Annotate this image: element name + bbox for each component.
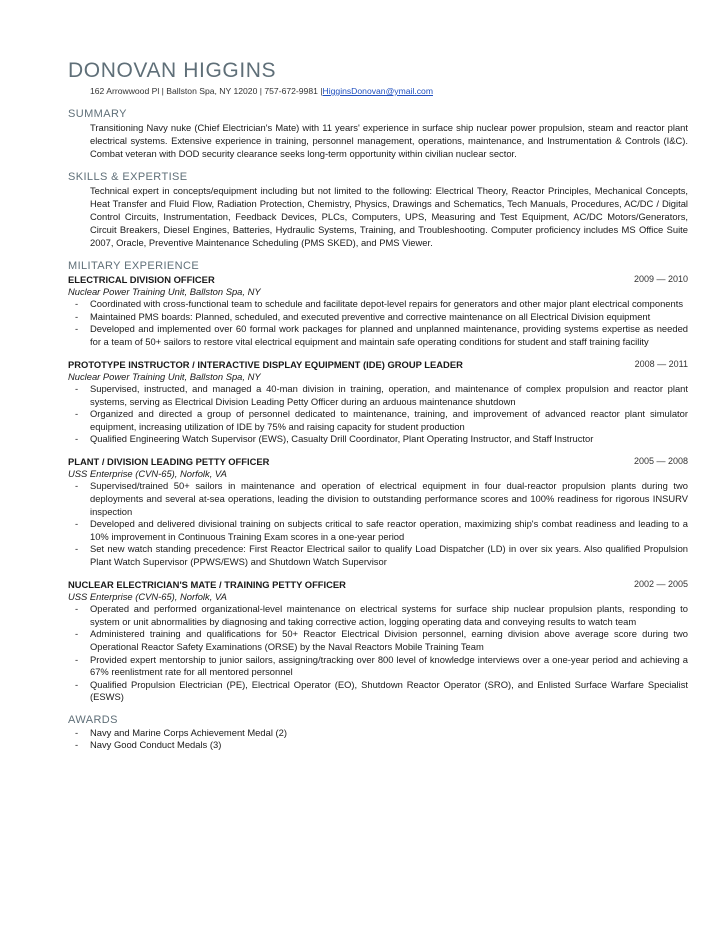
job-organization: USS Enterprise (CVN-65), Norfolk, VA — [68, 467, 227, 479]
dash-marker: - — [75, 310, 79, 322]
dash-marker: - — [75, 726, 79, 738]
dash-marker: - — [75, 408, 79, 420]
job-header — [68, 578, 688, 591]
bullet-text: Provided expert mentorship to junior sailors, assigning/tracking over 800 level of knowledge interviews over a one-year period and achieving a 67% reenlistment rate for all mentored personnel — [90, 653, 688, 678]
job-title: PROTOTYPE INSTRUCTOR / INTERACTIVE DISPLAY EQUIPMENT (IDE) GROUP LEADER — [68, 358, 463, 370]
award-item — [68, 727, 688, 740]
bullet-text: Supervised/trained 50+ sailors in maintenance and operation of electrical equipment in four dual-reactor propulsion plants during two deployments and several at-sea operations, leading the division to outstanding performance scores and 100% readiness for rigorous INSURV inspection — [90, 480, 688, 517]
bullet-text: Set new watch standing precedence: First Reactor Electrical sailor to qualify Load Dispatcher (LD) in over six years. Also qualified Propulsion Plant Watch Supervisor (PPWS/EWS) and Shutdown Watch Supervisor — [90, 543, 688, 568]
dash-marker: - — [75, 383, 79, 394]
job-entry-nuclear-electricians-mate — [68, 578, 688, 704]
dash-marker: - — [75, 543, 79, 555]
dash-marker: - — [75, 739, 79, 751]
job-organization: USS Enterprise (CVN-65), Norfolk, VA — [68, 590, 227, 602]
summary-text: Transitioning Navy nuke (Chief Electrician's Mate) with 11 years' experience in surface ship nuclear power propulsion, steam and reactor plant electrical systems. Extensive experience in training, personnel management, operations, maintenance, and Instrumentation & Controls (I&C). Combat veteran with DOD security clearance seeks long-term opportunity within civilian nuclear sector. — [90, 122, 688, 160]
job-bullets — [68, 383, 688, 446]
dash-marker: - — [75, 653, 79, 665]
job-title: ELECTRICAL DIVISION OFFICER — [68, 273, 215, 285]
bullet-text: Administered training and qualifications for 50+ Reactor Electrical Division personnel, earning division above average score during two Operational Reactor Safety Examinations (ORSE) by the Naval Reactors Mobile Training Team — [90, 628, 688, 652]
bullet-text: Developed and delivered divisional training on subjects critical to safe reactor operation, maximizing ship's combat readiness and leading to a 10% improvement in Continuous Training Exam scores in a one-year period — [90, 518, 688, 542]
job-dates: 2005 — 2008 — [633, 455, 688, 466]
dash-marker: - — [75, 298, 79, 310]
bullet-text: Coordinated with cross-functional team to schedule and facilitate depot-level repairs for generators and other major plant electrical components — [90, 298, 684, 310]
award-text: Navy and Marine Corps Achievement Medal (2) — [90, 726, 287, 738]
bullet-item — [68, 543, 688, 568]
skills-text: Technical expert in concepts/equipment including but not limited to the following: Electrical Theory, Reactor Principles, Mechanical Concepts, Heat Transfer and Fluid Flow, Radiation Protection, Chemistry, Physics, Drawings and Schematics, Tech Manuals, Procedures, AC/DC / Digital Control Circuits, Instrumentation, Feedback Devices, PLCs, Computers, UPS, Measuring and Test Equipment, AC/DC Motors/Generators, Circuit Breakers, Diesel Engines, Batteries, Hydraulic Systems, Training, and Troubleshooting. Computer proficiency includes MS Office Suite 2007, Oracle, Preventive Maintenance Scheduling (PMS SKED), and PMS Viewer. — [90, 184, 688, 249]
experience-heading: MILITARY EXPERIENCE — [68, 259, 200, 272]
job-organization: Nuclear Power Training Unit, Ballston Spa, NY — [68, 285, 261, 297]
dash-marker: - — [75, 323, 79, 335]
award-item — [68, 739, 688, 752]
contact-details: 162 Arrowwood Pl | Ballston Spa, NY 12020 | 757-672-9981 | — [90, 86, 323, 96]
bullet-text: Qualified Engineering Watch Supervisor (EWS), Casualty Drill Coordinator, Plant Operating Instructor, and Staff Instructor — [90, 433, 594, 445]
bullet-text: Qualified Propulsion Electrician (PE), Electrical Operator (EO), Shutdown Reactor Operator (SRO), and Enlisted Surface Warfare Specialist (ESWS) — [90, 678, 688, 703]
job-entry-electrical-division-officer — [68, 273, 688, 349]
bullet-item — [68, 298, 688, 311]
job-entry-plant-division-leading-petty-officer — [68, 455, 688, 569]
dash-marker: - — [75, 433, 79, 445]
bullet-text: Operated and performed organizational-level maintenance on electrical systems for surface ship nuclear propulsion plants, responding to system or unit abnormalities by diagnosing and taking corrective action, logging operating data and conveying results to watch team — [90, 603, 688, 627]
candidate-name: DONOVAN HIGGINS — [68, 59, 277, 82]
email-link[interactable]: HigginsDonovan@ymail.com — [322, 86, 433, 96]
bullet-item — [68, 323, 688, 348]
bullet-item — [68, 518, 688, 543]
job-title: NUCLEAR ELECTRICIAN'S MATE / TRAINING PETTY OFFICER — [68, 578, 346, 590]
bullet-text: Maintained PMS boards: Planned, scheduled, and executed preventive and corrective maintenance on all Electrical Division equipment — [90, 310, 651, 322]
job-bullets — [68, 298, 688, 348]
bullet-item — [68, 480, 688, 518]
bullet-item — [68, 383, 688, 408]
dash-marker: - — [75, 480, 79, 492]
skills-heading: SKILLS & EXPERTISE — [68, 170, 188, 183]
job-entry-prototype-instructor — [68, 358, 688, 446]
bullet-item — [68, 628, 688, 653]
bullet-item — [68, 433, 688, 446]
dash-marker: - — [75, 518, 79, 530]
summary-heading: SUMMARY — [68, 108, 127, 120]
bullet-item — [68, 679, 688, 704]
award-text: Navy Good Conduct Medals (3) — [90, 739, 222, 751]
job-bullets — [68, 480, 688, 568]
resume-page — [68, 58, 688, 752]
job-dates: 2008 — 2011 — [634, 358, 688, 369]
bullet-text: Developed and implemented over 60 formal work packages for planned and unplanned maintenance, providing systems expertise as needed for a team of 50+ sailors to restore vital electrical equipment and maintain safe operating conditions for student and staff training facility — [90, 323, 688, 347]
job-header — [68, 358, 688, 371]
job-title: PLANT / DIVISION LEADING PETTY OFFICER — [68, 455, 270, 467]
job-header — [68, 273, 688, 286]
bullet-text: Organized and directed a group of personnel dedicated to maintenance, training, and improvement of advanced reactor plant simulator equipment, increasing utilization of IDE by 75% and raising capacity for student production — [90, 408, 688, 432]
job-dates: 2002 — 2005 — [633, 578, 688, 589]
dash-marker: - — [75, 678, 79, 690]
bullet-item — [68, 311, 688, 324]
dash-marker: - — [75, 628, 79, 640]
bullet-item — [68, 408, 688, 433]
dash-marker: - — [75, 603, 79, 615]
awards-list — [68, 727, 688, 752]
contact-line — [90, 84, 688, 98]
bullet-item — [68, 603, 688, 628]
bullet-text: Supervised, instructed, and managed a 40-man division in training, operation, and maintenance of complex propulsion and reactor plant systems, serving as Electrical Division Leading Petty Officer during an arduous maintenance shutdown — [90, 383, 688, 407]
job-header — [68, 455, 688, 468]
job-organization: Nuclear Power Training Unit, Ballston Spa, NY — [68, 370, 261, 382]
bullet-item — [68, 654, 688, 679]
job-dates: 2009 — 2010 — [633, 273, 688, 284]
job-bullets — [68, 603, 688, 704]
awards-heading: AWARDS — [68, 713, 118, 726]
